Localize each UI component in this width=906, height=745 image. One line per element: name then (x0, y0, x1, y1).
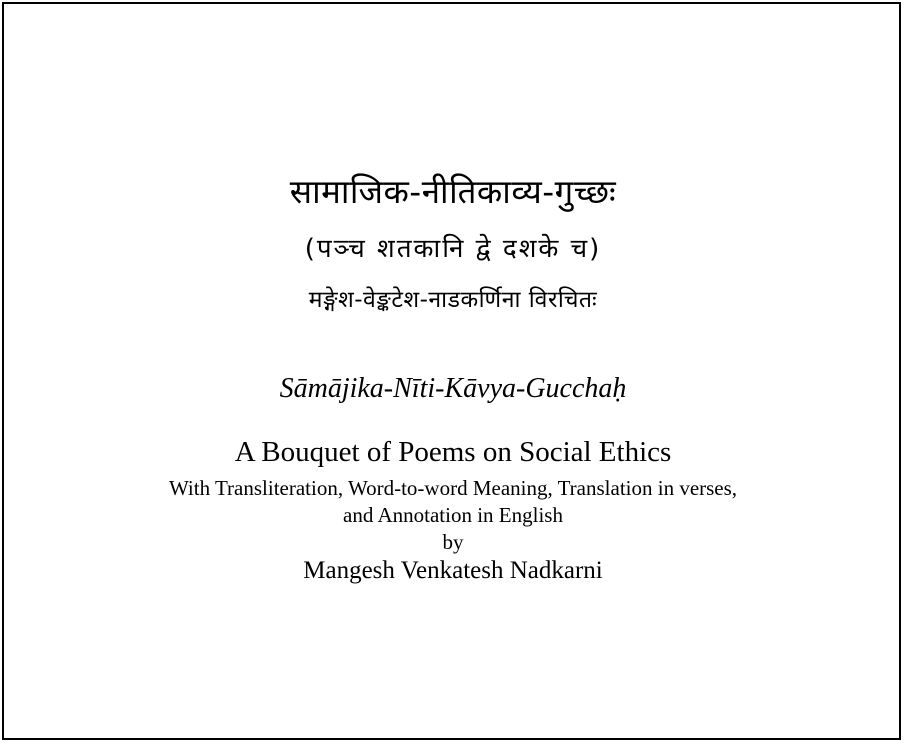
sanskrit-subtitle: (पञ्च शतकानि द्वे दशके च) (304, 234, 602, 264)
sanskrit-author-line: मङ्गेश-वेङ्कटेश-नाडकर्णिना विरचितः (308, 287, 598, 313)
sanskrit-title: सामाजिक-नीतिकाव्य-गुच्छः (289, 172, 617, 211)
english-title: A Bouquet of Poems on Social Ethics (234, 436, 672, 468)
page-border (2, 2, 901, 740)
by-label: by (442, 530, 464, 554)
transliterated-title: Sāmājika-Nīti-Kāvya-Gucchaḥ (279, 373, 627, 404)
description-line-1: With Transliteration, Word-to-word Meaning, Translation in verses, (168, 476, 738, 500)
author-name: Mangesh Venkatesh Nadkarni (303, 557, 603, 584)
description-line-2: and Annotation in English (343, 503, 563, 527)
